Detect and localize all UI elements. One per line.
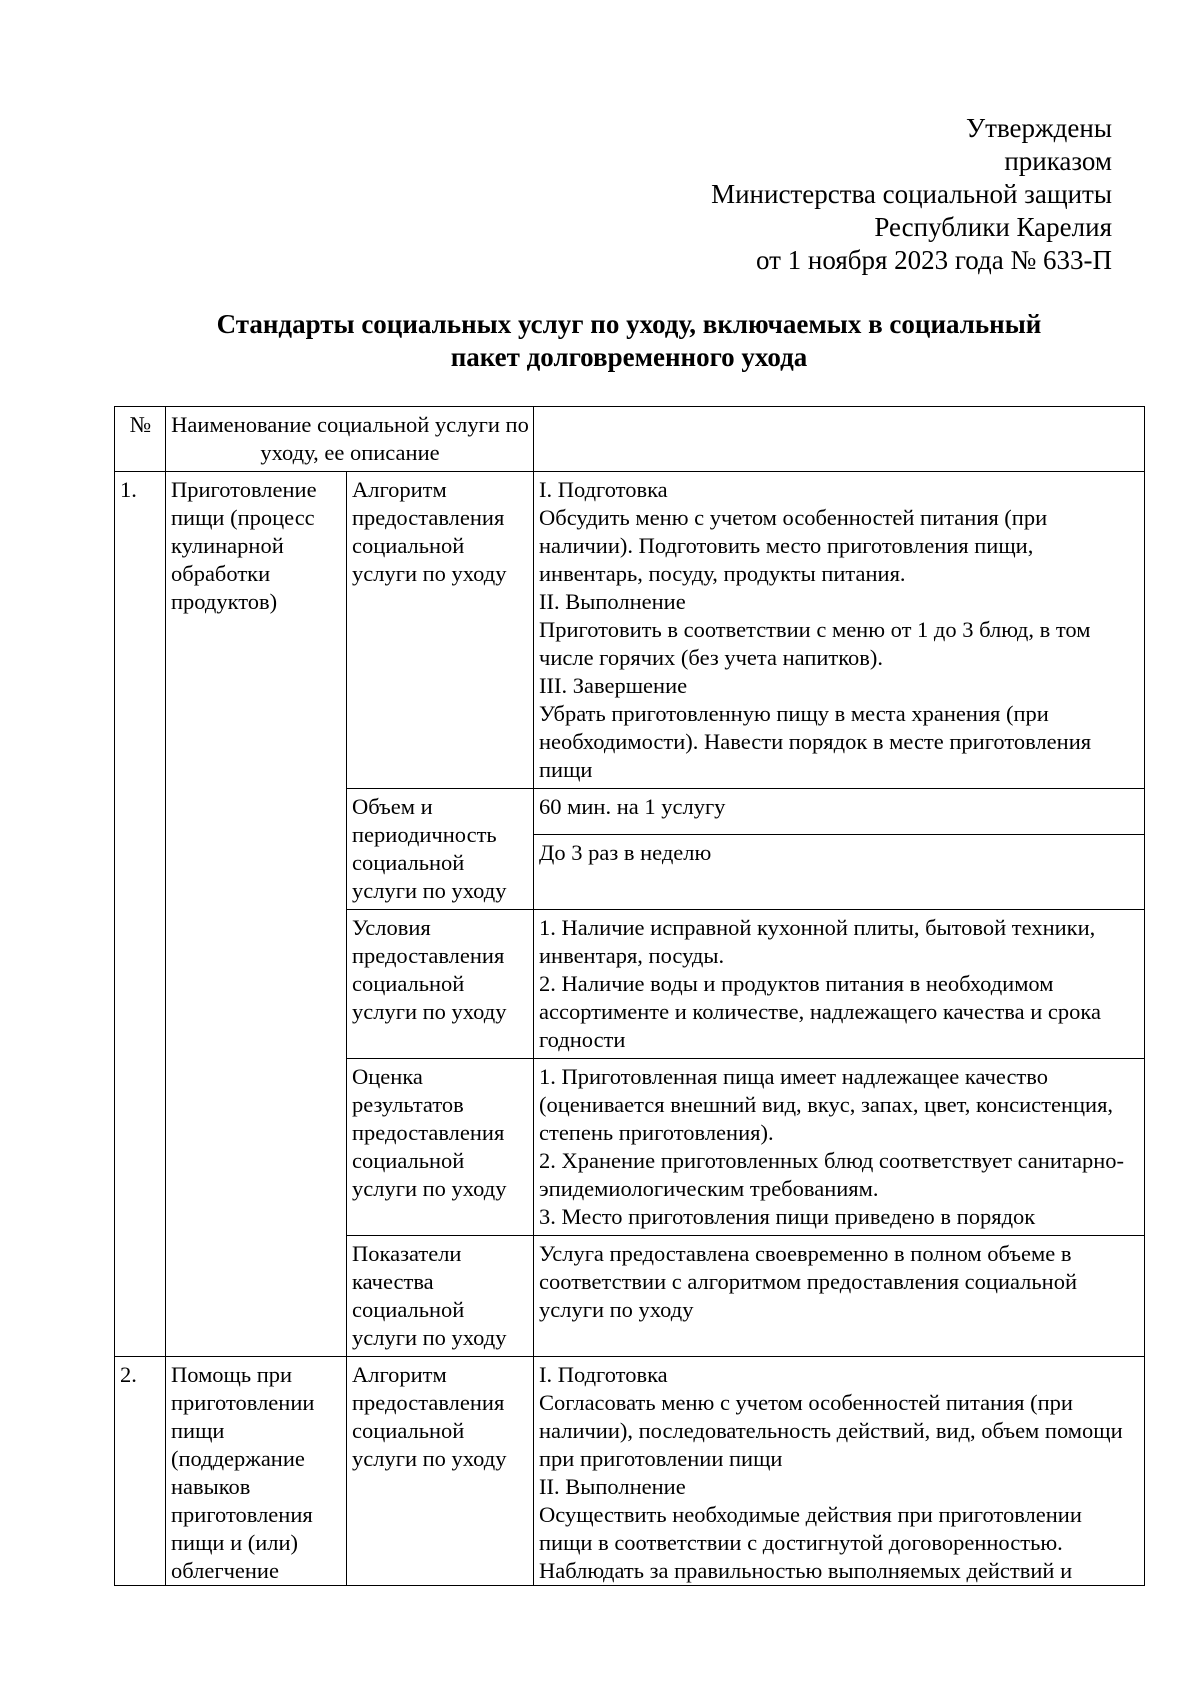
service-name: Приготовление пищи (процесс кулинарной обработки продуктов)	[166, 472, 347, 1357]
approval-block	[552, 112, 1112, 277]
attribute-value: 60 мин. на 1 услугу	[534, 789, 1145, 835]
standards-table	[114, 406, 1145, 1586]
attribute-value: 1. Приготовленная пища имеет надлежащее качество (оценивается внешний вид, вкус, запах, цвет, консистенция, степень приготовления). 2. Хранение приготовленных блюд соответствует санитарно-эпидемиологическим требованиям. 3. Место приготовления пищи приведено в порядок	[534, 1059, 1145, 1236]
attribute-label: Объем и периодичность социальной услуги по уходу	[347, 789, 534, 910]
approval-line: Утверждены	[966, 113, 1112, 143]
table-row	[115, 472, 1145, 789]
header-name-cell: Наименование социальной услуги по уходу, ее описание	[166, 407, 534, 472]
document-title-line: Стандарты социальных услуг по уходу, включаемых в социальный	[216, 309, 1042, 339]
service-number: 2.	[115, 1357, 166, 1586]
header-number-cell: №	[115, 407, 166, 472]
attribute-value: Услуга предоставлена своевременно в полном объеме в соответствии с алгоритмом предоставления социальной услуги по уходу	[534, 1236, 1145, 1357]
approval-line: Министерства социальной защиты	[711, 179, 1112, 209]
service-number: 1.	[115, 472, 166, 1357]
table-header-row	[115, 407, 1145, 472]
attribute-label: Показатели качества социальной услуги по уходу	[347, 1236, 534, 1357]
approval-line: Республики Карелия	[874, 212, 1112, 242]
attribute-label: Условия предоставления социальной услуги по уходу	[347, 910, 534, 1059]
attribute-value: I. Подготовка Согласовать меню с учетом особенностей питания (при наличии), последовательность действий, вид, объем помощи при приготовлении пищи II. Выполнение Осуществить необходимые действия при приготовлении пищи в соответствии с достигнутой договоренностью. Наблюдать за правильностью выполняемых действий и	[534, 1357, 1145, 1586]
attribute-label: Алгоритм предоставления социальной услуги по уходу	[347, 1357, 534, 1586]
document-title-line: пакет долговременного ухода	[450, 342, 808, 372]
attribute-value: I. Подготовка Обсудить меню с учетом особенностей питания (при наличии). Подготовить место приготовления пищи, инвентарь, посуду, продукты питания. II. Выполнение Приготовить в соответствии с меню от 1 до 3 блюд, в том числе горячих (без учета напитков). III. Завершение Убрать приготовленную пищу в места хранения (при необходимости). Навести порядок в месте приготовления пищи	[534, 472, 1145, 789]
approval-line: от 1 ноября 2023 года № 633-П	[755, 245, 1112, 275]
attribute-value: 1. Наличие исправной кухонной плиты, бытовой техники, инвентаря, посуды. 2. Наличие воды и продуктов питания в необходимом ассортименте и количестве, надлежащего качества и срока годности	[534, 910, 1145, 1059]
approval-line: приказом	[1004, 146, 1112, 176]
attribute-value: До 3 раз в неделю	[534, 835, 1145, 910]
attribute-label: Алгоритм предоставления социальной услуги по уходу	[347, 472, 534, 789]
header-empty-cell	[534, 407, 1145, 472]
attribute-label: Оценка результатов предоставления социальной услуги по уходу	[347, 1059, 534, 1236]
service-name: Помощь при приготовлении пищи (поддержание навыков приготовления пищи и (или) облегчение	[166, 1357, 347, 1586]
table-row	[115, 1357, 1145, 1586]
document-title	[114, 308, 1144, 374]
